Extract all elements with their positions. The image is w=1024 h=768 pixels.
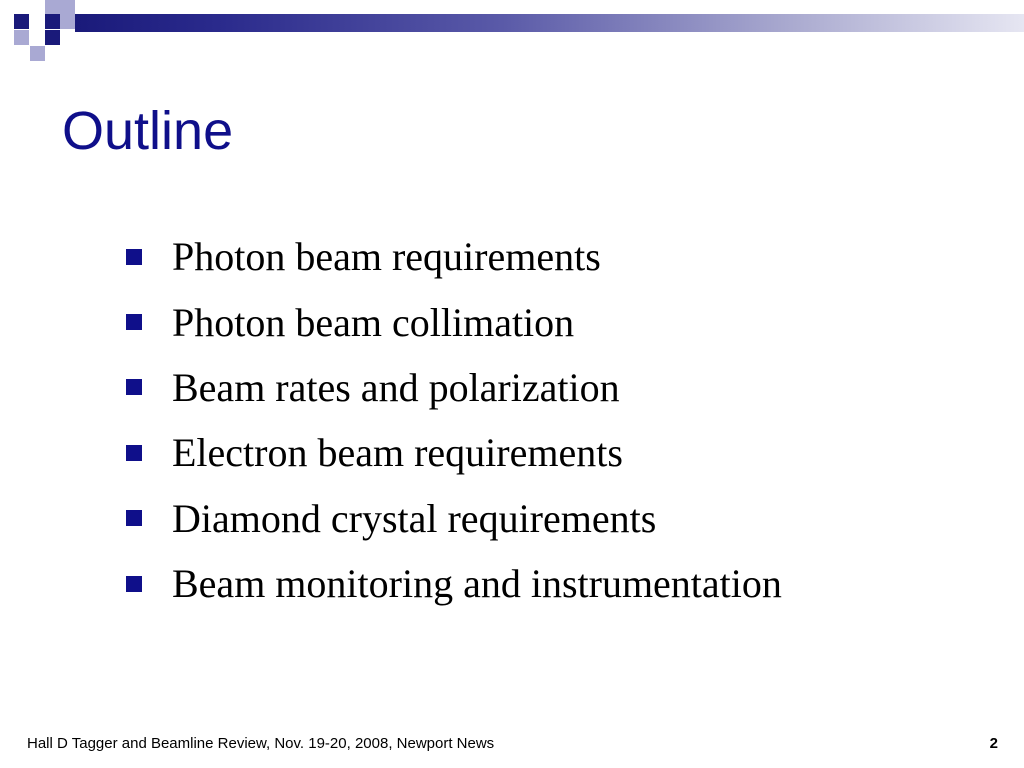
square-bullet-icon [126,314,142,330]
page-number: 2 [989,735,998,752]
square-bullet-icon [126,379,142,395]
deco-square [45,14,60,29]
bullet-text: Photon beam requirements [172,234,601,280]
slide-footer: Hall D Tagger and Beamline Review, Nov. 19-20, 2008, Newport News [27,735,495,752]
bullet-text: Diamond crystal requirements [172,495,657,541]
list-item [122,486,782,551]
list-item [122,289,782,354]
bullet-text: Electron beam requirements [172,430,623,476]
bullet-text: Photon beam collimation [172,299,575,345]
bullet-text: Beam monitoring and instrumentation [172,561,782,607]
deco-square [45,30,60,45]
square-bullet-icon [126,576,142,592]
list-item [122,355,782,420]
deco-square [60,0,75,15]
square-bullet-icon [126,510,142,526]
bullet-text: Beam rates and polarization [172,364,620,410]
slide-title: Outline [62,101,234,161]
header-gradient-bar [75,14,1024,32]
list-item [122,420,782,485]
deco-square [14,30,29,45]
deco-square [60,14,75,29]
square-bullet-icon [126,445,142,461]
deco-square [14,14,29,29]
deco-square [30,46,45,61]
list-item [122,224,782,289]
square-bullet-icon [126,249,142,265]
deco-square [45,0,60,15]
list-item [122,551,782,616]
outline-list [122,224,782,616]
